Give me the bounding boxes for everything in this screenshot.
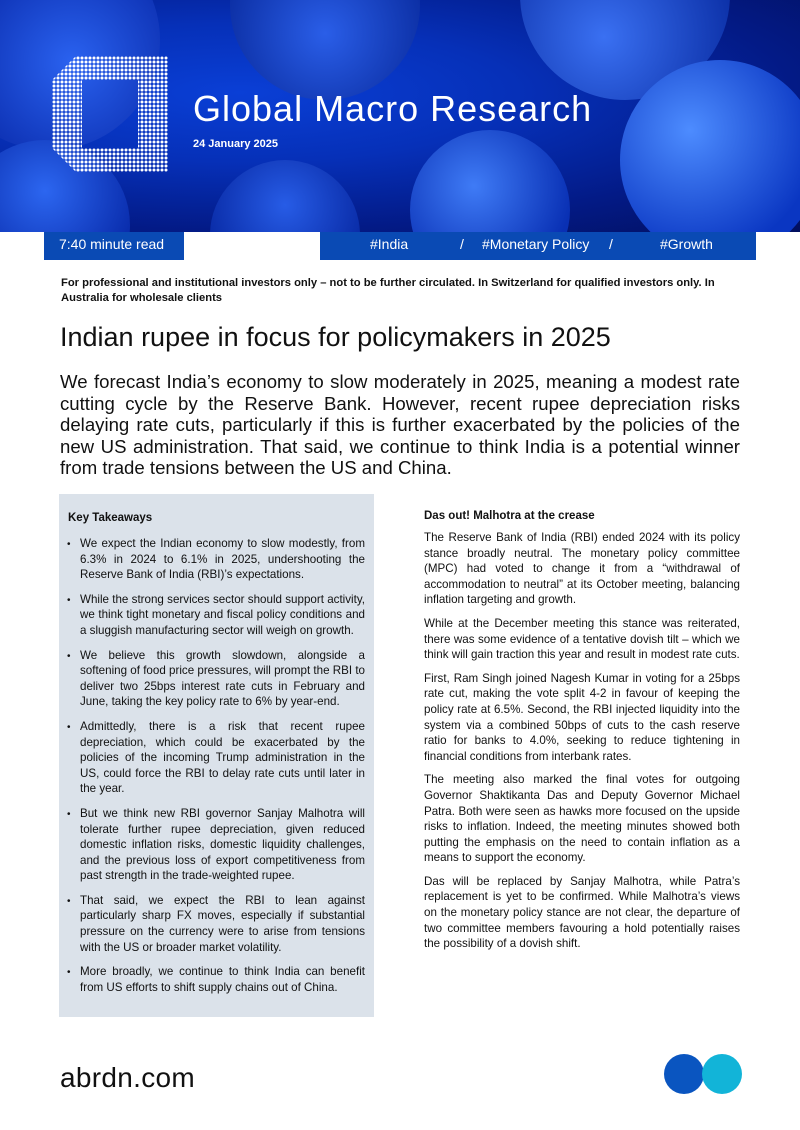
- article-body: [424, 510, 740, 960]
- paragraph: Das will be replaced by Sanjay Malhotra, while Patra’s replacement is yet to be confirmed. While Malhotra’s views on the monetary policy stance are not clear, the departure of two committee members favouring a hold potentially raises the possibility of a dovish shift.: [424, 874, 740, 951]
- list-item: • While the strong services sector should support activity, we think tight monetary and fiscal policy conditions and a sluggish manufacturing sector will weigh on growth.: [67, 592, 365, 639]
- tag-monetary-policy[interactable]: #Monetary Policy: [482, 236, 590, 252]
- key-takeaways-panel: [59, 494, 374, 1017]
- footer-brand-link[interactable]: abrdn.com: [60, 1062, 195, 1093]
- brand-dot-icon: [702, 1054, 742, 1094]
- key-takeaways-list: [67, 536, 365, 1004]
- paragraph: First, Ram Singh joined Nagesh Kumar in voting for a 25bps rate cut, making the vote split 4-2 in favour of keeping the policy rate at 6.5%. Second, the RBI injected liquidity into the system via a combined 50bps of cuts to the cash reserve ratio for banks to 4.0%, seeking to reduce tightening in financial conditions from interbank rates.: [424, 671, 740, 763]
- header-banner: [0, 0, 800, 232]
- key-takeaways-heading: Key Takeaways: [68, 512, 153, 524]
- decorative-sphere: [410, 130, 570, 232]
- list-item: • Admittedly, there is a risk that recent rupee depreciation, which could be exacerbated by the policies of the incoming Trump administration in the US, could force the RBI to delay rate cuts until later in the year.: [67, 719, 365, 797]
- paragraph: The Reserve Bank of India (RBI) ended 2024 with its policy stance broadly neutral. The monetary policy committee (MPC) had voted to change it from a “withdrawal of accommodation to neutral” at its October meeting, balancing inflation targeting and growth.: [424, 531, 740, 607]
- list-item: • More broadly, we continue to think India can benefit from US efforts to shift supply chains out of China.: [67, 964, 365, 995]
- list-item: • We expect the Indian economy to slow modestly, from 6.3% in 2024 to 6.1% in 2025, undershooting the Reserve Bank of India (RBI)’s expectations.: [67, 536, 365, 583]
- section-heading: Das out! Malhotra at the crease: [424, 510, 595, 522]
- article-headline: Indian rupee in focus for policymakers in 2025: [60, 322, 611, 352]
- list-item: • But we think new RBI governor Sanjay Malhotra will tolerate further rupee depreciation, given reduced domestic inflation risks, domestic liquidity challenges, and the previous loss of export competitiveness from past strength in the trade-weighted rupee.: [67, 806, 365, 884]
- tag-separator: /: [460, 236, 464, 252]
- paragraph: The meeting also marked the final votes for outgoing Governor Shaktikanta Das and Deputy Governor Michael Patra. Both were seen as hawks more focused on the upside risks to inflation. Indeed, the meeting minutes showed both putting the emphasis on the need to contain inflation as a means to support the economy.: [424, 773, 740, 865]
- abrdn-logo-icon: [52, 56, 168, 172]
- list-item: • We believe this growth slowdown, alongside a softening of food price pressures, will prompt the RBI to deliver two 25bps interest rate cuts in February and June, taking the key policy rate to 6% by year-end.: [67, 648, 365, 710]
- decorative-sphere: [210, 160, 360, 232]
- article-summary: We forecast India’s economy to slow moderately in 2025, meaning a modest rate cutting cycle by the Reserve Bank. However, recent rupee depreciation risks delaying rate cuts, particularly if this is further exacerbated by the policies of the new US administration. That said, we continue to think India is a potential winner from trade tensions between the US and China.: [60, 371, 740, 479]
- list-item: • That said, we expect the RBI to lean against particularly sharp FX moves, especially if substantial pressure on the currency were to arise from tensions with the US or broader market volatility.: [67, 893, 365, 955]
- read-time: 7:40 minute read: [59, 236, 165, 252]
- tag-growth[interactable]: #Growth: [660, 236, 713, 252]
- paragraph: While at the December meeting this stance was reiterated, there was some evidence of a tentative dovish tilt – which we think will gain traction this year and result in modest rate cuts.: [424, 616, 740, 662]
- tag-separator: /: [609, 236, 613, 252]
- publication-date: 24 January 2025: [193, 138, 279, 150]
- decorative-sphere: [230, 0, 420, 100]
- tag-bar: [44, 232, 756, 260]
- report-series-title: Global Macro Research: [193, 88, 593, 129]
- investor-disclaimer: For professional and institutional investors only – not to be further circulated. In Switzerland for qualified investors only. In Australia for wholesale clients: [61, 277, 715, 304]
- brand-dot-icon: [664, 1054, 704, 1094]
- tag-india[interactable]: #India: [370, 236, 409, 252]
